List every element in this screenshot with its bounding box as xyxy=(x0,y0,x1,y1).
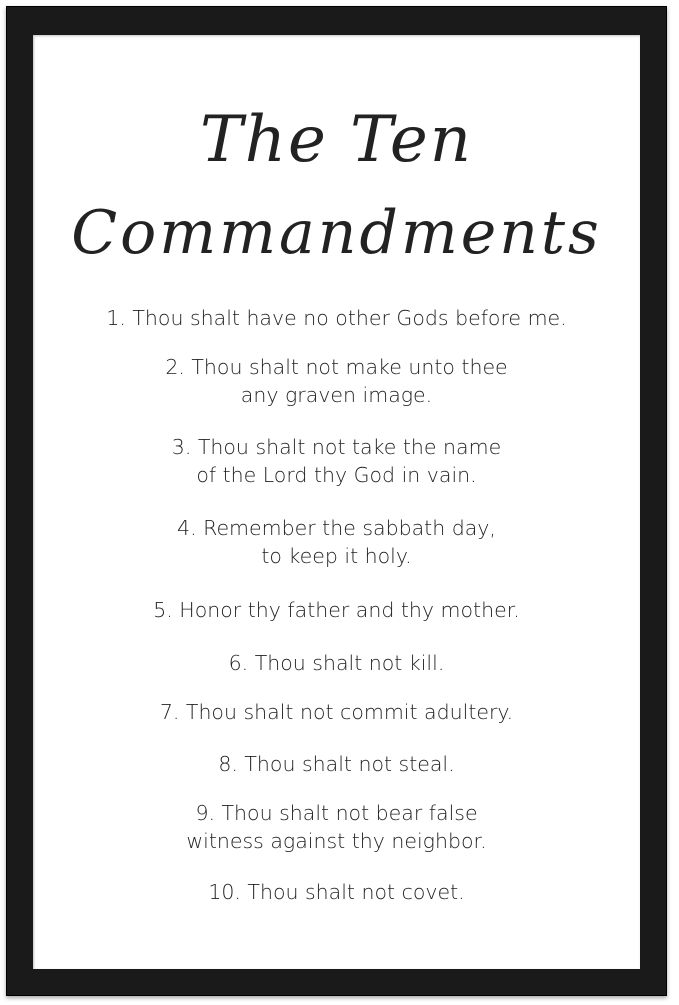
commandment-9-line-1: 9. Thou shalt not bear false xyxy=(195,801,478,825)
commandment-2-line-2: any graven image. xyxy=(240,383,433,407)
commandment-9-line-2: witness against thy neighbor. xyxy=(186,829,487,853)
commandment-8 xyxy=(33,750,640,778)
poster-title-line-1: The Ten xyxy=(200,103,473,177)
commandment-5 xyxy=(33,596,640,624)
commandment-1-line-1: 1. Thou shalt have no other Gods before me. xyxy=(106,306,567,330)
poster-mat xyxy=(33,35,640,969)
commandment-3 xyxy=(33,433,640,489)
commandment-7-line-1: 7. Thou shalt not commit adultery. xyxy=(159,700,514,724)
poster-title-line-2: Commandments xyxy=(71,198,602,268)
commandment-4-line-2: to keep it holy. xyxy=(261,544,412,568)
commandment-4-line-1: 4. Remember the sabbath day, xyxy=(177,516,496,540)
commandment-3-line-1: 3. Thou shalt not take the name xyxy=(171,435,502,459)
commandment-10-line-1: 10. Thou shalt not covet. xyxy=(208,880,465,904)
commandment-7 xyxy=(33,698,640,726)
commandment-2-line-1: 2. Thou shalt not make unto thee xyxy=(165,355,508,379)
commandment-9 xyxy=(33,799,640,855)
commandment-8-line-1: 8. Thou shalt not steal. xyxy=(218,752,455,776)
commandment-10 xyxy=(33,878,640,906)
commandment-4 xyxy=(33,514,640,570)
commandment-6-line-1: 6. Thou shalt not kill. xyxy=(228,651,445,675)
commandment-3-line-2: of the Lord thy God in vain. xyxy=(196,463,477,487)
commandment-5-line-1: 5. Honor thy father and thy mother. xyxy=(153,598,520,622)
commandment-6 xyxy=(33,649,640,677)
commandment-2 xyxy=(33,353,640,409)
commandment-1 xyxy=(33,304,640,332)
picture-frame xyxy=(6,6,667,996)
